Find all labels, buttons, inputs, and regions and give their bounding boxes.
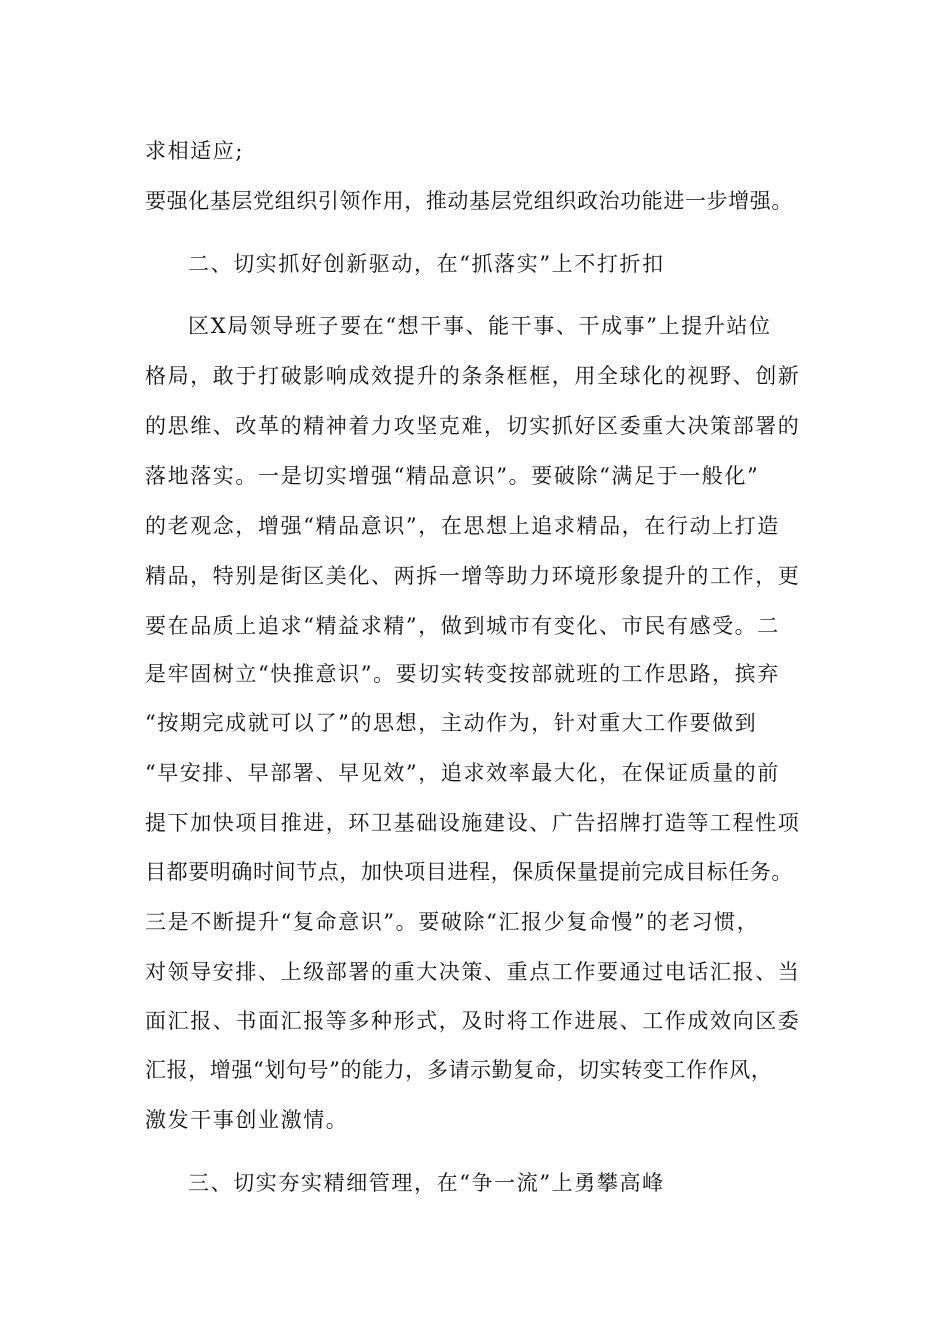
paragraph-line-8: 精品，特别是街区美化、两拆一增等助力环境形象提升的工作，更 — [145, 564, 801, 588]
paragraph-line-14: 目都要明确时间节点，加快项目进程，保质保量提前完成目标任务。 — [145, 860, 793, 884]
paragraph-line-10: 是牢固树立“快推意识”。要切实转变按部就班的工作思路，摈弃 — [145, 662, 780, 686]
paragraph-line-6: 落地落实。一是切实增强“精品意识”。要破除“满足于一般化” — [145, 464, 760, 488]
paragraph-line-12: “早安排、早部署、早见效”，追求效率最大化，在保证质量的前 — [145, 761, 780, 785]
section-heading-3: 三、切实夯实精细管理，在“争一流”上勇攀高峰 — [188, 1171, 665, 1195]
paragraph-line-18: 汇报，增强“划句号”的能力，多请示勤复命，切实转变工作作风， — [145, 1058, 773, 1082]
paragraph-line-17: 面汇报、书面汇报等多种形式，及时将工作进展、工作成效向区委 — [145, 1009, 801, 1033]
paragraph-line-4: 格局，敢于打破影响成效提升的条条框框，用全球化的视野、创新 — [145, 364, 801, 388]
paragraph-line-15: 三是不断提升“复命意识”。要破除“汇报少复命慢”的老习惯， — [145, 910, 760, 934]
paragraph-line-7: 的老观念，增强“精品意识”，在思想上追求精品，在行动上打造 — [145, 514, 780, 538]
paragraph-line-9: 要在品质上追求“精益求精”，做到城市有变化、市民有感受。二 — [145, 614, 780, 638]
section-heading-2: 二、切实抓好创新驱动，在“抓落实”上不打折扣 — [188, 252, 665, 276]
paragraph-line-19: 激发干事创业激情。 — [145, 1108, 349, 1132]
paragraph-line-13: 提下加快项目推进，环卫基础设施建设、广告招牌打造等工程性项 — [145, 811, 801, 835]
paragraph-line-2: 要强化基层党组织引领作用，推动基层党组织政治功能进一步增强。 — [145, 189, 793, 213]
paragraph-line-11: “按期完成就可以了”的思想，主动作为，针对重大工作要做到 — [145, 711, 758, 735]
paragraph-line-5: 的思维、改革的精神着力攻坚克难，切实抓好区委重大决策部署的 — [145, 414, 801, 438]
paragraph-line-1: 求相适应; — [145, 139, 245, 163]
paragraph-line-16: 对领导安排、上级部署的重大决策、重点工作要通过电话汇报、当 — [145, 960, 801, 984]
paragraph-line-3: 区X局领导班子要在“想干事、能干事、干成事”上提升站位 — [188, 314, 772, 338]
